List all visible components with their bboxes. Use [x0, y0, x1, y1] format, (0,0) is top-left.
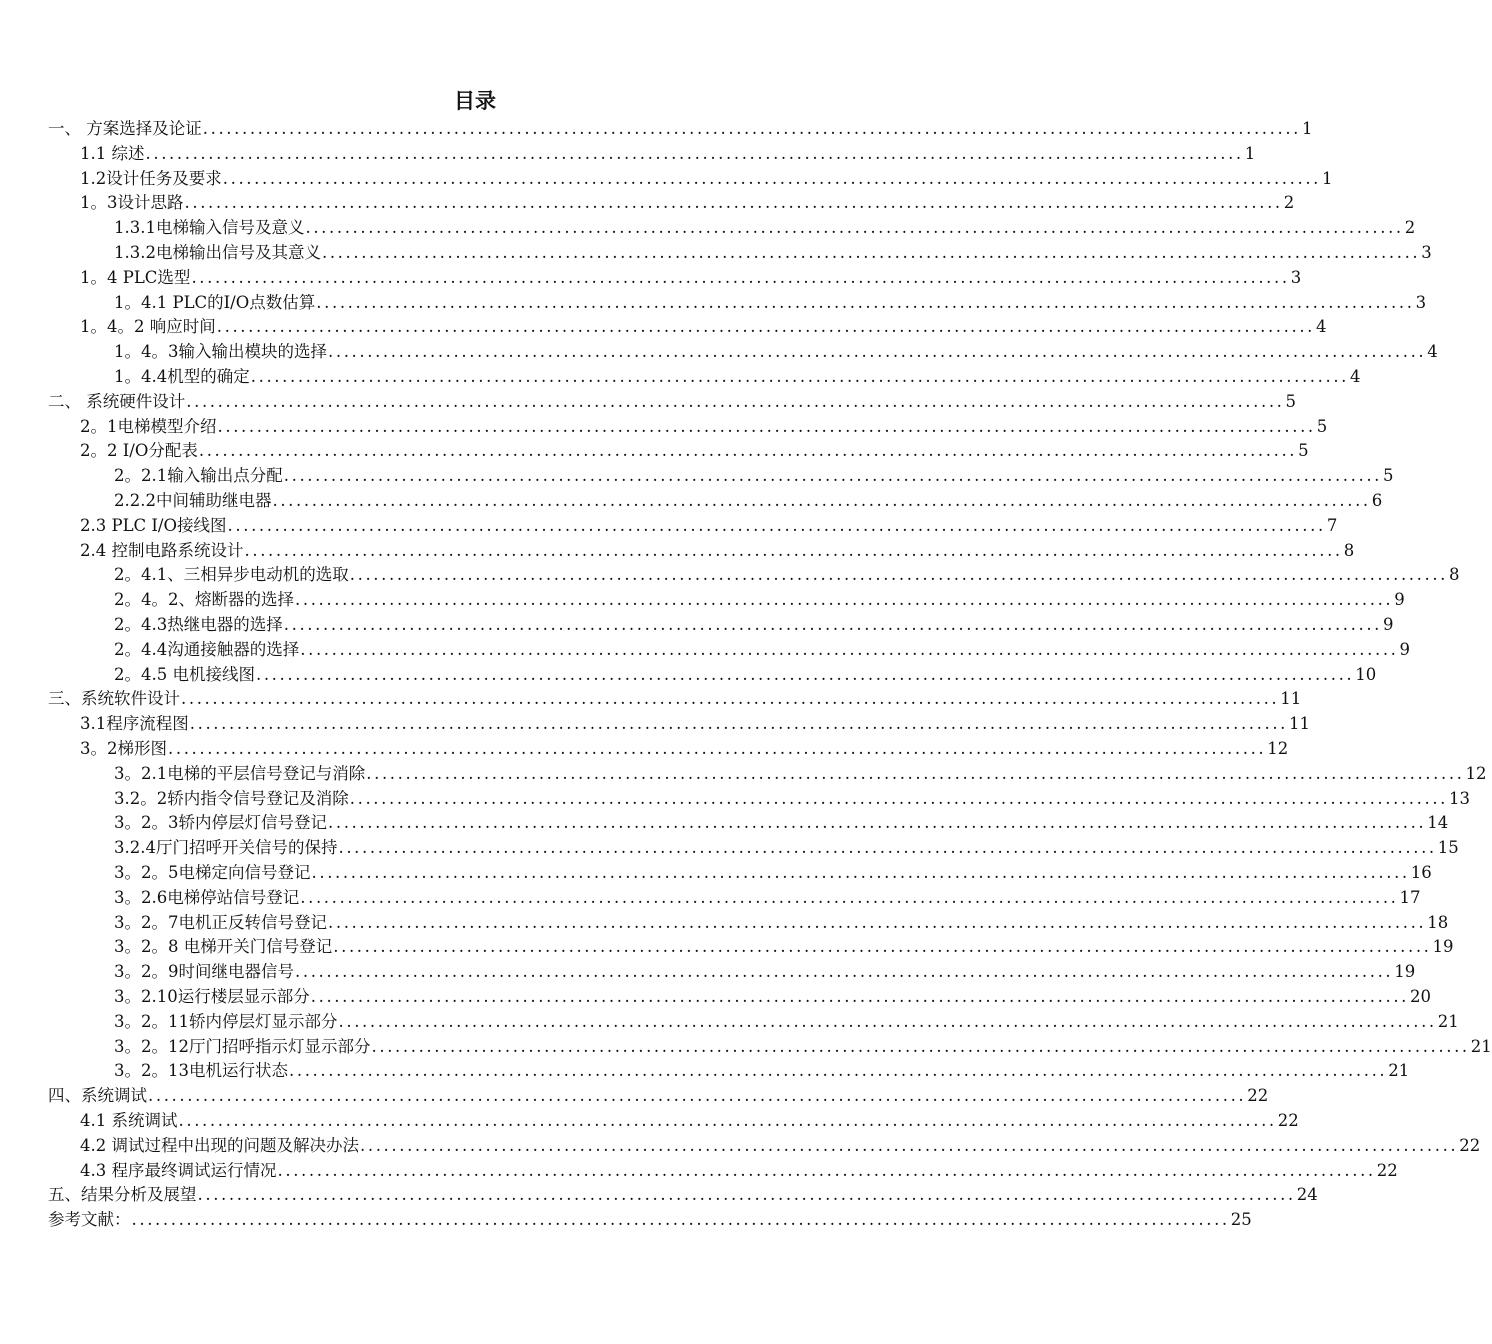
- toc-entry-text: 2。2 I/O分配表: [80, 441, 198, 461]
- toc-dot-leader: ............................................................................................................................................: [333, 937, 1432, 957]
- toc-page-number: 19: [1432, 937, 1454, 957]
- toc-entry-text: 二、 系统硬件设计: [48, 391, 186, 411]
- toc-page-number: 9: [1394, 590, 1405, 610]
- toc-dot-leader: ............................................................................................................................................: [349, 788, 1449, 808]
- toc-entry-text: 2。2.1输入输出点分配: [114, 466, 283, 486]
- toc-entry-text: 2。4.5 电机接线图: [114, 664, 255, 684]
- toc-entry[interactable]: [80, 1159, 1398, 1183]
- toc-entry[interactable]: [80, 514, 1338, 538]
- toc-dot-leader: ............................................................................................................................................: [250, 367, 1350, 386]
- toc-dot-leader: ............................................................................................................................................: [366, 763, 1465, 783]
- toc-entry-text: 1.3.2电梯输出信号及其意义: [114, 243, 321, 262]
- toc-page-number: 2: [1404, 218, 1416, 238]
- toc-dot-leader: ............................................................................................................................................: [272, 491, 1371, 510]
- toc-page-number: 15: [1437, 838, 1459, 858]
- toc-entry[interactable]: [114, 960, 1416, 984]
- toc-entry[interactable]: [80, 191, 1295, 215]
- toc-page-number: 4: [1350, 367, 1361, 386]
- toc-entry-text: 3。2。7电机正反转信号登记: [114, 912, 327, 932]
- toc-entry[interactable]: [114, 638, 1411, 662]
- toc-page-number: 6: [1371, 491, 1383, 510]
- toc-entry[interactable]: [80, 315, 1327, 339]
- toc-entry-text: 2.3 PLC I/O接线图: [80, 515, 227, 535]
- toc-entry[interactable]: [114, 1010, 1459, 1034]
- toc-entry[interactable]: [114, 588, 1405, 612]
- toc-dot-leader: ............................................................................................................................................: [283, 466, 1383, 486]
- toc-dot-leader: ............................................................................................................................................: [321, 243, 1421, 262]
- toc-dot-leader: ............................................................................................................................................: [295, 590, 1394, 610]
- toc-dot-leader: ............................................................................................................................................: [328, 342, 1427, 362]
- toc-entry[interactable]: [114, 911, 1449, 935]
- toc-page-number: 14: [1427, 813, 1449, 833]
- toc-entry[interactable]: [114, 663, 1377, 687]
- toc-entry[interactable]: [80, 142, 1256, 166]
- toc-page-number: 22: [1247, 1086, 1269, 1106]
- toc-entry-text: 2。4.4沟通接触器的选择: [114, 639, 300, 659]
- toc-entry[interactable]: [114, 241, 1432, 265]
- toc-dot-leader: ............................................................................................................................................: [131, 1210, 1230, 1230]
- toc-entry[interactable]: [114, 935, 1454, 959]
- toc-entry-text: 3.2。2轿内指令信号登记及消除: [114, 788, 349, 808]
- toc-entry[interactable]: [114, 985, 1432, 1009]
- toc-dot-leader: ............................................................................................................................................: [186, 391, 1285, 411]
- toc-page-number: 1: [1244, 143, 1256, 163]
- toc-dot-leader: ............................................................................................................................................: [145, 143, 1244, 163]
- toc-page-number: 22: [1376, 1160, 1398, 1180]
- toc-entry-text: 五、结果分析及展望: [48, 1185, 197, 1205]
- toc-entry[interactable]: [114, 613, 1394, 637]
- toc-dot-leader: ............................................................................................................................................: [168, 739, 1267, 758]
- toc-page-number: 1: [1322, 168, 1333, 188]
- toc-entry-text: 1。4。3输入输出模块的选择: [114, 342, 327, 362]
- toc-entry-text: 3。2.10运行楼层显示部分: [114, 987, 310, 1006]
- toc-entry-text: 参考文献：: [48, 1210, 131, 1230]
- toc-entry-text: 3。2。11轿内停层灯显示部分: [114, 1011, 338, 1031]
- toc-dot-leader: ............................................................................................................................................: [198, 441, 1298, 461]
- toc-dot-leader: ............................................................................................................................................: [310, 987, 1410, 1006]
- toc-entry-text: 2。4。2、熔断器的选择: [114, 590, 294, 610]
- toc-dot-leader: ............................................................................................................................................: [311, 863, 1410, 882]
- toc-entry[interactable]: [80, 415, 1328, 439]
- toc-page-number: 22: [1459, 1135, 1481, 1155]
- toc-dot-leader: ............................................................................................................................................: [148, 1086, 1247, 1106]
- toc-entry-text: 3。2。5电梯定向信号登记: [114, 863, 311, 882]
- toc-dot-leader: ............................................................................................................................................: [244, 540, 1343, 560]
- toc-dot-leader: ............................................................................................................................................: [338, 1011, 1437, 1031]
- toc-page-number: 10: [1355, 664, 1377, 684]
- toc-dot-leader: ............................................................................................................................................: [191, 267, 1290, 287]
- toc-dot-leader: ............................................................................................................................................: [184, 193, 1283, 213]
- toc-entry[interactable]: [114, 563, 1460, 587]
- toc-entry[interactable]: [80, 1109, 1299, 1133]
- toc-entry[interactable]: [114, 836, 1459, 860]
- toc-entry-text: 1。3设计思路: [80, 193, 184, 213]
- toc-dot-leader: ............................................................................................................................................: [338, 838, 1437, 858]
- toc-entry[interactable]: [48, 1208, 1252, 1232]
- toc-page-number: 12: [1267, 739, 1289, 758]
- toc-dot-leader: ............................................................................................................................................: [328, 813, 1427, 833]
- toc-dot-leader: ............................................................................................................................................: [202, 119, 1302, 138]
- toc-page-number: 21: [1470, 1036, 1492, 1056]
- toc-entry-text: 四、系统调试: [48, 1086, 147, 1106]
- toc-entry-text: 1。4.4机型的确定: [114, 367, 250, 386]
- toc-page-number: 21: [1388, 1061, 1410, 1081]
- toc-entry-text: 一、 方案选择及论证: [48, 119, 202, 138]
- toc-entry[interactable]: [80, 1134, 1481, 1158]
- toc-page-number: 7: [1326, 515, 1338, 535]
- toc-entry[interactable]: [114, 787, 1471, 811]
- toc-page-number: 3: [1290, 267, 1302, 287]
- toc-dot-leader: ............................................................................................................................................: [283, 615, 1383, 634]
- toc-entry-text: 2.2.2中间辅助继电器: [114, 491, 272, 510]
- toc-dot-leader: ............................................................................................................................................: [255, 664, 1355, 684]
- toc-dot-leader: ............................................................................................................................................: [216, 317, 1316, 337]
- toc-page-number: 4: [1316, 317, 1327, 337]
- toc-dot-leader: ............................................................................................................................................: [300, 887, 1399, 907]
- toc-entry[interactable]: [48, 390, 1297, 414]
- toc-entry[interactable]: [48, 687, 1302, 711]
- toc-entry-text: 3。2梯形图: [80, 739, 167, 758]
- toc-entry-text: 4.3 程序最终调试运行情况: [80, 1160, 277, 1180]
- toc-page-number: 11: [1280, 689, 1302, 709]
- toc-dot-leader: ............................................................................................................................................: [217, 416, 1316, 436]
- toc-entry[interactable]: [114, 1035, 1492, 1059]
- toc-page-number: 5: [1298, 441, 1309, 461]
- toc-entry[interactable]: [114, 861, 1432, 885]
- toc-entry-text: 2.4 控制电路系统设计: [80, 540, 244, 560]
- toc-page-number: 4: [1427, 342, 1438, 362]
- toc-dot-leader: ............................................................................................................................................: [371, 1036, 1470, 1056]
- toc-page-number: 9: [1399, 639, 1411, 659]
- page-title: 目录: [454, 89, 496, 113]
- toc-entry[interactable]: [114, 216, 1416, 240]
- toc-page-number: 21: [1437, 1011, 1459, 1031]
- toc-entry-text: 三、系统软件设计: [48, 689, 180, 709]
- toc-page-number: 12: [1465, 763, 1487, 783]
- toc-entry-text: 1.2设计任务及要求: [80, 168, 222, 188]
- toc-page-number: 5: [1285, 391, 1297, 411]
- toc-dot-leader: ............................................................................................................................................: [181, 689, 1280, 709]
- toc-entry[interactable]: [80, 712, 1311, 736]
- toc-page-number: 19: [1394, 962, 1416, 982]
- toc-entry-text: 2。4.1、三相异步电动机的选取: [114, 565, 349, 585]
- toc-page-number: 25: [1230, 1210, 1252, 1230]
- toc-page-number: 20: [1410, 987, 1432, 1006]
- toc-dot-leader: ............................................................................................................................................: [360, 1135, 1459, 1155]
- toc-entry[interactable]: [114, 340, 1438, 364]
- toc-dot-leader: ............................................................................................................................................: [305, 218, 1404, 238]
- toc-entry-text: 2。1电梯模型介绍: [80, 416, 217, 436]
- toc-entry-text: 1。4。2 响应时间: [80, 317, 216, 337]
- toc-entry-text: 4.2 调试过程中出现的问题及解决办法: [80, 1135, 359, 1155]
- toc-entry-text: 1。4.1 PLC的I/O点数估算: [114, 292, 316, 312]
- toc-page-number: 18: [1427, 912, 1449, 932]
- toc-entry[interactable]: [80, 266, 1302, 290]
- toc-entry-text: 3。2。8 电梯开关门信号登记: [114, 937, 333, 957]
- toc-entry-text: 3。2。12厅门招呼指示灯显示部分: [114, 1036, 371, 1056]
- toc-page-number: 8: [1449, 565, 1460, 585]
- toc-page-number: 5: [1383, 466, 1394, 486]
- toc-dot-leader: ............................................................................................................................................: [222, 168, 1322, 188]
- toc-entry-text: 2。4.3热继电器的选择: [114, 615, 283, 634]
- toc-entry[interactable]: [114, 1059, 1410, 1083]
- toc-entry[interactable]: [114, 811, 1449, 835]
- toc-entry-text: 1.1 综述: [80, 143, 145, 163]
- toc-entry[interactable]: [80, 167, 1333, 191]
- toc-entry-text: 3。2。9时间继电器信号: [114, 962, 294, 982]
- toc-entry-text: 3。2.1电梯的平层信号登记与消除: [114, 763, 366, 783]
- toc-entry-text: 3。2。13电机运行状态: [114, 1061, 288, 1081]
- toc-entry[interactable]: [80, 439, 1309, 463]
- toc-dot-leader: ............................................................................................................................................: [316, 292, 1415, 312]
- toc-page-number: 5: [1316, 416, 1328, 436]
- toc-dot-leader: ............................................................................................................................................: [227, 515, 1326, 535]
- toc-entry-text: 3。2.6电梯停站信号登记: [114, 887, 300, 907]
- toc-page-number: 9: [1383, 615, 1394, 634]
- toc-dot-leader: ............................................................................................................................................: [295, 962, 1394, 982]
- toc-page-number: 11: [1289, 714, 1311, 734]
- toc-dot-leader: ............................................................................................................................................: [277, 1160, 1376, 1180]
- toc-entry[interactable]: [114, 291, 1427, 315]
- toc-entry-text: 1.3.1电梯输入信号及意义: [114, 218, 305, 238]
- toc-page-number: 2: [1283, 193, 1295, 213]
- toc-page-number: 16: [1410, 863, 1432, 882]
- toc-page-number: 8: [1343, 540, 1355, 560]
- toc-entry[interactable]: [80, 737, 1289, 761]
- toc-entry-text: 3.1程序流程图: [80, 714, 189, 734]
- toc-entry-text: 3。2。3轿内停层灯信号登记: [114, 813, 327, 833]
- toc-entry-text: 1。4 PLC选型: [80, 267, 191, 287]
- toc-page-number: 17: [1399, 887, 1421, 907]
- toc-dot-leader: ............................................................................................................................................: [328, 912, 1427, 932]
- toc-entry-text: 4.1 系统调试: [80, 1111, 178, 1130]
- toc-entry[interactable]: [80, 539, 1355, 563]
- toc-dot-leader: ............................................................................................................................................: [178, 1111, 1277, 1130]
- toc-entry[interactable]: [48, 117, 1313, 141]
- toc-entry[interactable]: [114, 464, 1394, 488]
- toc-entry[interactable]: [114, 886, 1421, 910]
- toc-page-number: 1: [1302, 119, 1313, 138]
- toc-page-number: 3: [1421, 243, 1432, 262]
- toc-entry[interactable]: [114, 365, 1361, 389]
- toc-dot-leader: ............................................................................................................................................: [300, 639, 1399, 659]
- toc-dot-leader: ............................................................................................................................................: [189, 714, 1289, 734]
- toc-entry[interactable]: [48, 1084, 1269, 1108]
- toc-entry-text: 3.2.4厅门招呼开关信号的保持: [114, 838, 338, 858]
- toc-entry[interactable]: [48, 1183, 1318, 1207]
- toc-dot-leader: ............................................................................................................................................: [349, 565, 1449, 585]
- toc-dot-leader: ............................................................................................................................................: [197, 1185, 1296, 1205]
- toc-entry[interactable]: [114, 489, 1383, 513]
- toc-page-number: 3: [1415, 292, 1427, 312]
- toc-page-number: 24: [1296, 1185, 1318, 1205]
- toc-page-number: 22: [1277, 1111, 1299, 1130]
- toc-page-number: 13: [1449, 788, 1471, 808]
- toc-dot-leader: ............................................................................................................................................: [289, 1061, 1388, 1081]
- toc-entry[interactable]: [114, 762, 1487, 786]
